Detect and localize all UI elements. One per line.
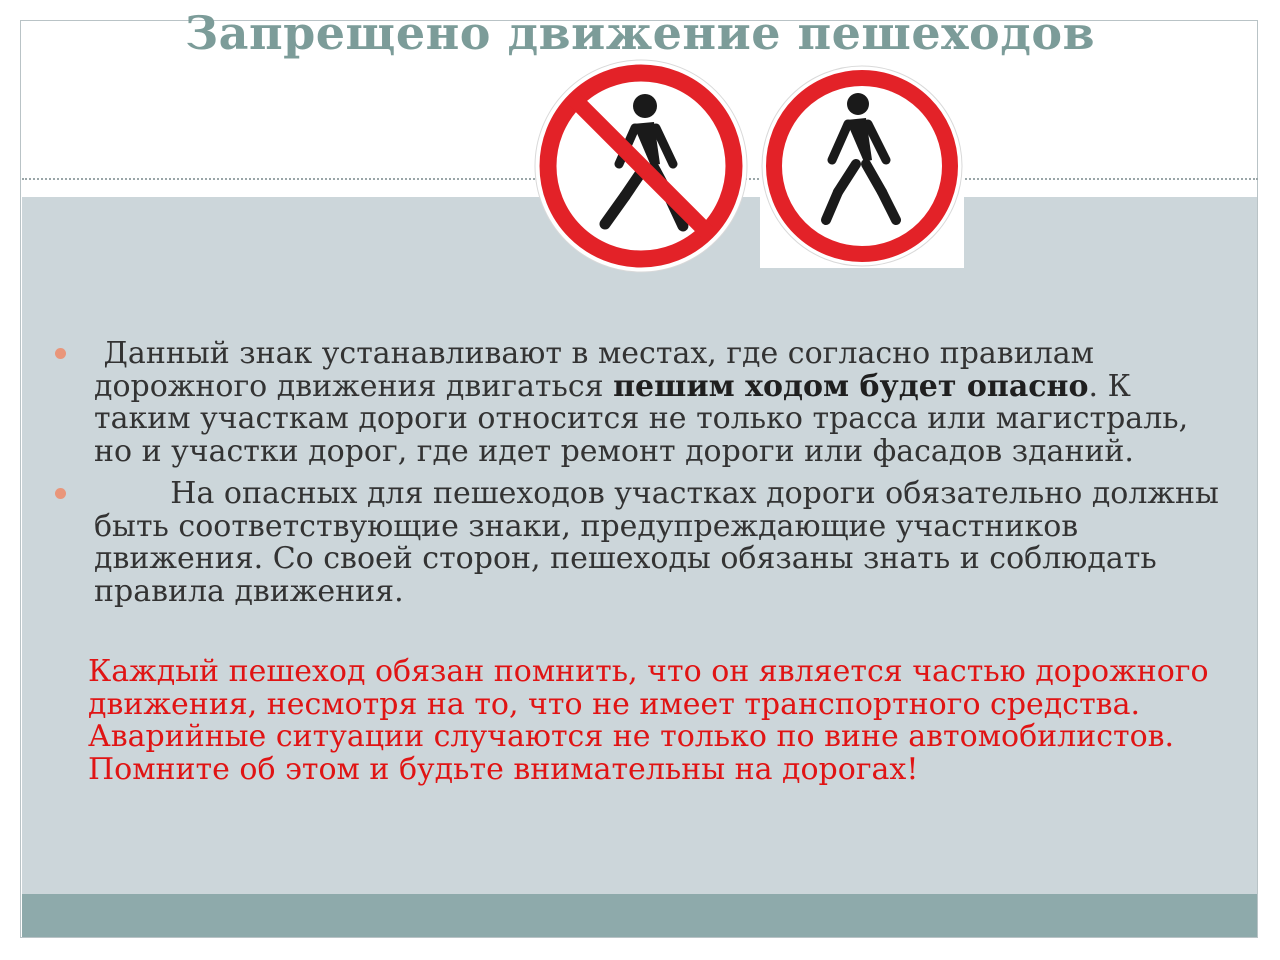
bullet-emphasis: пешим ходом будет опасно [613, 368, 1089, 404]
no-pedestrians-sign-icon [760, 64, 964, 268]
bullet-list [52, 338, 1232, 618]
no-pedestrians-sign-crossed-icon [533, 58, 749, 274]
bullet-text: На опасных для пешеходов участках дороги обязательно должны быть соответствующие знаки, предупреждающие участников движения. Со своей сторон, пешеходы обязаны знать и соблюдать правила движения. [94, 476, 1229, 609]
warning-text: Каждый пешеход обязан помнить, что он является частью дорожного движения, несмотря на то, что не имеет транспортного средства. Аварийные ситуации случаются не только по вине автомобилистов. Помните об этом и будьте внимательны на дорогах! [88, 654, 1209, 787]
bullet-item [52, 338, 1232, 468]
footer-bar [22, 894, 1257, 937]
bullet-text: Данный знак устанавливают в местах, где согласно правилам дорожного движения двигаться пешим ходом будет опасно. К таким участкам дороги относится не только трасса или магистраль, но и участки дорог, где идет ремонт дороги или фасадов зданий. [94, 336, 1189, 469]
bullet-item [52, 478, 1232, 608]
bullet-dot-icon [55, 348, 66, 359]
slide-title: Запрещено движение пешеходов [184, 6, 1096, 60]
bullet-dot-icon [55, 488, 66, 499]
